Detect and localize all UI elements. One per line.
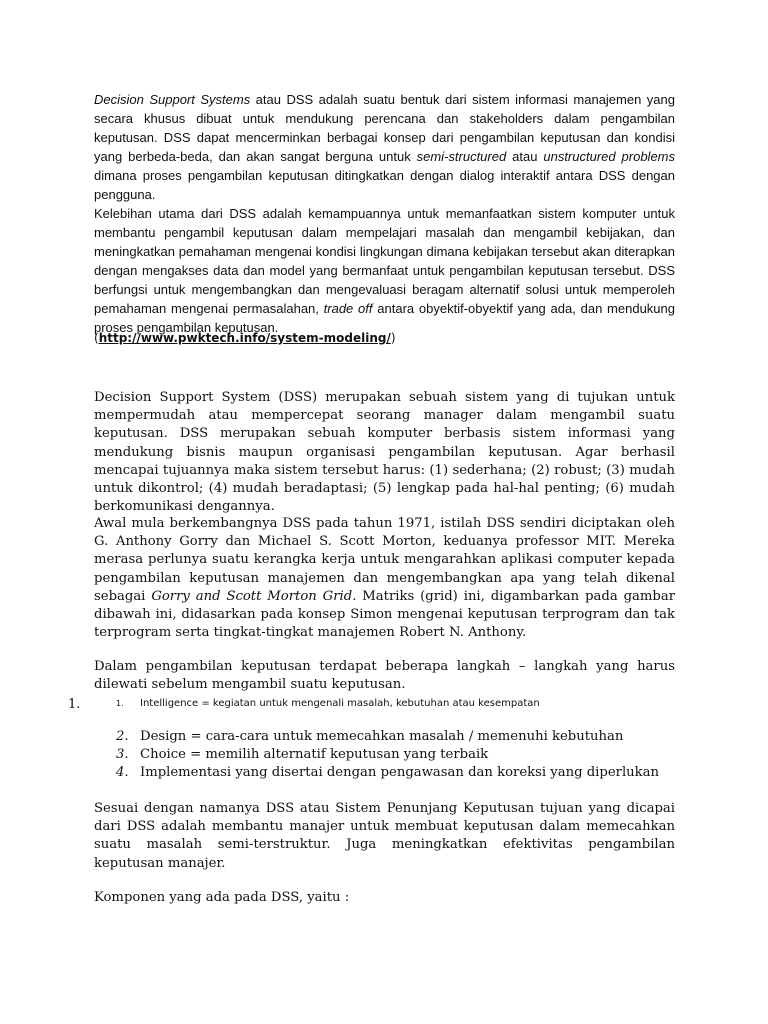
text-segment: . Matriks (grid) ini, digambarkan pada gambar dibawah ini, didasarkan pada konsep Simon mengenai keputusan terprogram dan tak terprogram serta tingkat-tingkat manajemen Robert N. Anthony. — [94, 588, 675, 641]
paragraph-dss-system — [94, 389, 675, 516]
list-item — [0, 728, 700, 746]
outer-list-number: 1. — [68, 697, 81, 712]
paragraph-components — [94, 889, 675, 907]
step-text: Implementasi yang disertai dengan pengawasan dan koreksi yang diperlukan — [140, 765, 660, 781]
paragraph-steps-intro — [94, 658, 675, 694]
step-intelligence — [116, 698, 540, 709]
steps-list — [0, 728, 700, 783]
paragraph-dss-advantages — [94, 204, 675, 337]
paren-open: ( — [94, 331, 99, 345]
text-segment: atau — [506, 149, 544, 164]
intro-paragraphs — [94, 90, 675, 337]
step-number: 2. — [116, 729, 129, 744]
step-number: 3. — [116, 747, 129, 763]
paragraph-dss-definition — [94, 90, 675, 204]
source-link[interactable]: http://www.pwktech.info/system-modeling/ — [98, 331, 391, 345]
step-number: 4. — [116, 765, 129, 781]
term-unstructured-problems: unstructured problems — [543, 149, 676, 164]
paragraph-text: Komponen yang ada pada DSS, yaitu : — [94, 890, 350, 905]
paragraph-text: Dalam pengambilan keputusan terdapat beberapa langkah – langkah yang harus dilewati sebelum mengambil suatu keputusan. — [94, 659, 675, 693]
paragraph-dss-goal — [94, 800, 675, 873]
source-citation — [94, 329, 396, 347]
text-segment: antara obyektif-obyektif yang ada, dan mendukung proses pengambilan keputusan. — [94, 301, 676, 335]
term-decision-support-systems: Decision Support Systems — [94, 92, 251, 107]
paragraph-text: Decision Support System (DSS) merupakan sebuah sistem yang di tujukan untuk mempermudah atau mempercepat seorang manager dalam mengambil suatu keputusan. DSS merupakan sebuah komputer berbasis sistem informasi yang mendukung bisnis maupun organisasi pengambilan keputusan. Agar berhasil mencapai tujuannya maka sistem tersebut harus: (1) sederhana; (2) robust; (3) mudah untuk dikontrol; (4) mudah beradaptasi; (5) lengkap pada hal-hal penting; (6) mudah berkomunikasi dengannya. — [94, 390, 675, 515]
term-semi-structured: semi-structured — [416, 149, 507, 164]
step-text: Intelligence = kegiatan untuk mengenali masalah, kebutuhan atau kesempatan — [140, 698, 540, 709]
step-text: Choice = memilih alternatif keputusan yang terbaik — [140, 747, 489, 763]
paren-close: ) — [390, 331, 396, 345]
list-item — [0, 764, 700, 782]
paragraph-text: Sesuai dengan namanya DSS atau Sistem Penunjang Keputusan tujuan yang dicapai dari DSS adalah membantu manajer untuk membuat keputusan dalam memecahkan suatu masalah semi-terstruktur. Juga meningkatkan efektivitas pengambilan keputusan manajer. — [94, 801, 675, 871]
step-text: Design = cara-cara untuk memecahkan masalah / memenuhi kebutuhan — [140, 729, 624, 744]
list-item — [0, 746, 700, 764]
paragraph-text — [94, 515, 675, 642]
step-number: 1. — [116, 699, 124, 708]
paragraph-dss-history — [94, 515, 675, 642]
text-segment: Kelebihan utama dari DSS adalah kemampuannya untuk memanfaatkan sistem komputer untuk membantu pengambil keputusan dalam mempelajari masalah dan mengambil kebijakan, dan meningkatkan pemahaman mengenai kondisi lingkungan dimana kebijakan tersebut akan diterapkan dengan mengakses data dan model yang bermanfaat untuk pengambilan keputusan tersebut. DSS berfungsi untuk mengembangkan dan mengevaluasi beragam alternatif solusi untuk memperoleh pemahaman mengenai permasalahan, — [94, 206, 675, 316]
text-segment: dimana proses pengambilan keputusan ditingkatkan dengan dialog interaktif antara DSS dengan pengguna. — [94, 168, 675, 202]
text-segment: Awal mula berkembangnya DSS pada tahun 1971, istilah DSS sendiri diciptakan oleh G. Anthony Gorry dan Michael S. Scott Morton, keduanya professor MIT. Mereka merasa perlunya suatu kerangka kerja untuk mengarahkan aplikasi computer kepada pengambilan keputusan manajemen dan mengembangkan apa yang telah dikenal sebagai — [94, 516, 675, 604]
term-gorry-scott-morton-grid: Gorry and Scott Morton Grid — [151, 588, 353, 604]
term-trade-off: trade off — [323, 301, 373, 316]
text-segment: atau DSS adalah suatu bentuk dari sistem informasi manajemen yang secara khusus dibuat untuk mendukung perencana dan stakeholders dalam pengambilan keputusan. DSS dapat mencerminkan berbagai konsep dari pengambilan keputusan dan kondisi yang berbeda-beda, dan akan sangat berguna untuk — [94, 92, 675, 164]
